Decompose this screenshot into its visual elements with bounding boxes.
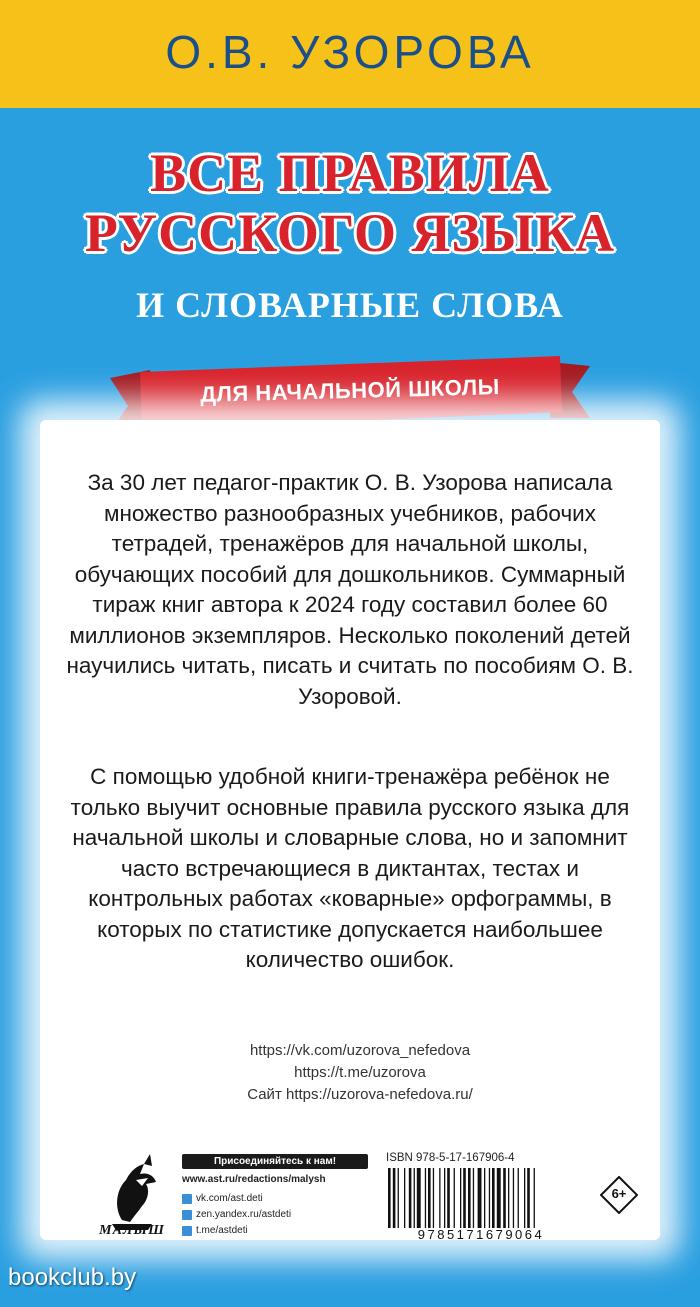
social-label: vk.com/ast.deti <box>196 1193 263 1204</box>
barcode-bar <box>454 1168 455 1228</box>
barcode-bar <box>388 1168 391 1228</box>
barcode-bar <box>503 1168 506 1228</box>
social-link-vk[interactable] <box>182 1193 382 1204</box>
social-label: t.me/astdeti <box>196 1225 248 1236</box>
barcode-bar <box>444 1168 445 1228</box>
barcode-bar <box>508 1168 509 1228</box>
barcode-bar <box>524 1168 525 1228</box>
author-links <box>150 1040 570 1106</box>
barcode-bar <box>447 1168 450 1228</box>
barcode-bar <box>428 1168 431 1228</box>
barcode-bar <box>468 1168 471 1228</box>
barcode-bar <box>489 1168 490 1228</box>
ribbon-text: ДЛЯ НАЧАЛЬНОЙ ШКОЛЫ <box>199 374 501 407</box>
barcode-bar <box>497 1168 501 1228</box>
vk-icon <box>182 1194 192 1204</box>
barcode-bar <box>460 1168 461 1228</box>
body-paragraph-2: С помощью удобной книги-тренажёра ребёнок не только выучит основные правила русского языка для начальной школы и словарные слова, но и запомнит часто встречающиеся в диктантах, тестах и контрольных работах «коварные» орфограммы, в которых по статистике допускается наибольшее количество ошибок. <box>70 764 630 972</box>
vk-link[interactable]: https://vk.com/uzorova_nefedova <box>249 1042 471 1059</box>
barcode-bar <box>417 1168 421 1228</box>
title-line-1: ВСЕ ПРАВИЛА <box>150 143 550 203</box>
barcode-bar <box>398 1168 399 1228</box>
barcode-bar <box>414 1168 415 1228</box>
barcode-bar <box>473 1168 474 1228</box>
isbn: ISBN 978-5-17-167906-4 <box>386 1152 515 1164</box>
publisher-logo-text: МАЛЫШ <box>99 1223 165 1238</box>
barcode-bar <box>439 1168 440 1228</box>
barcode-bar <box>484 1168 485 1228</box>
barcode-digits: 9785171679064 <box>417 1227 545 1242</box>
author-bar <box>0 0 700 108</box>
barcode-bar <box>513 1168 514 1228</box>
join-banner: Присоединяйтесь к нам! <box>182 1154 368 1169</box>
title-line-2: РУССКОГО ЯЗЫКА <box>84 203 616 263</box>
barcode-bar <box>404 1168 405 1228</box>
barcode-bar <box>492 1168 495 1228</box>
barcode-bar <box>534 1168 535 1228</box>
social-link-zen[interactable] <box>182 1209 382 1220</box>
watermark: bookclub.by <box>8 1264 137 1291</box>
barcode-bar <box>463 1168 466 1228</box>
telegram-link[interactable]: https://t.me/uzorova <box>294 1064 426 1081</box>
barcode-bar <box>478 1168 482 1228</box>
barcode-bar <box>527 1168 530 1228</box>
subtitle: И СЛОВАРНЫЕ СЛОВА <box>136 285 564 325</box>
age-rating-text: 6+ <box>611 1186 627 1201</box>
barcode-bar <box>409 1168 412 1228</box>
barcode-bar <box>393 1168 396 1228</box>
barcode-bar <box>433 1168 434 1228</box>
body-paragraph-1: За 30 лет педагог-практик О. В. Узорова написала множество разнообразных учебников, рабочих тетрадей, тренажёров для начальной школы, обучающих пособий для дошкольников. Суммарный тираж книг автора к 2024 году составил более 60 миллионов экземпляров. Несколько поколений детей научились читать, писать и считать по пособиям О. В. Узоровой. <box>66 470 634 709</box>
site-link[interactable]: Сайт https://uzorova-nefedova.ru/ <box>247 1086 473 1103</box>
telegram-icon <box>182 1226 192 1236</box>
barcode-bar <box>518 1168 519 1228</box>
publisher-url[interactable]: www.ast.ru/redactions/malysh <box>182 1174 326 1185</box>
zen-icon <box>182 1210 192 1220</box>
barcode <box>386 1168 576 1228</box>
social-link-telegram[interactable] <box>182 1225 382 1236</box>
social-label: zen.yandex.ru/astdeti <box>196 1209 292 1220</box>
author-name: О.В. УЗОРОВА <box>165 26 535 78</box>
barcode-bar <box>425 1168 426 1228</box>
